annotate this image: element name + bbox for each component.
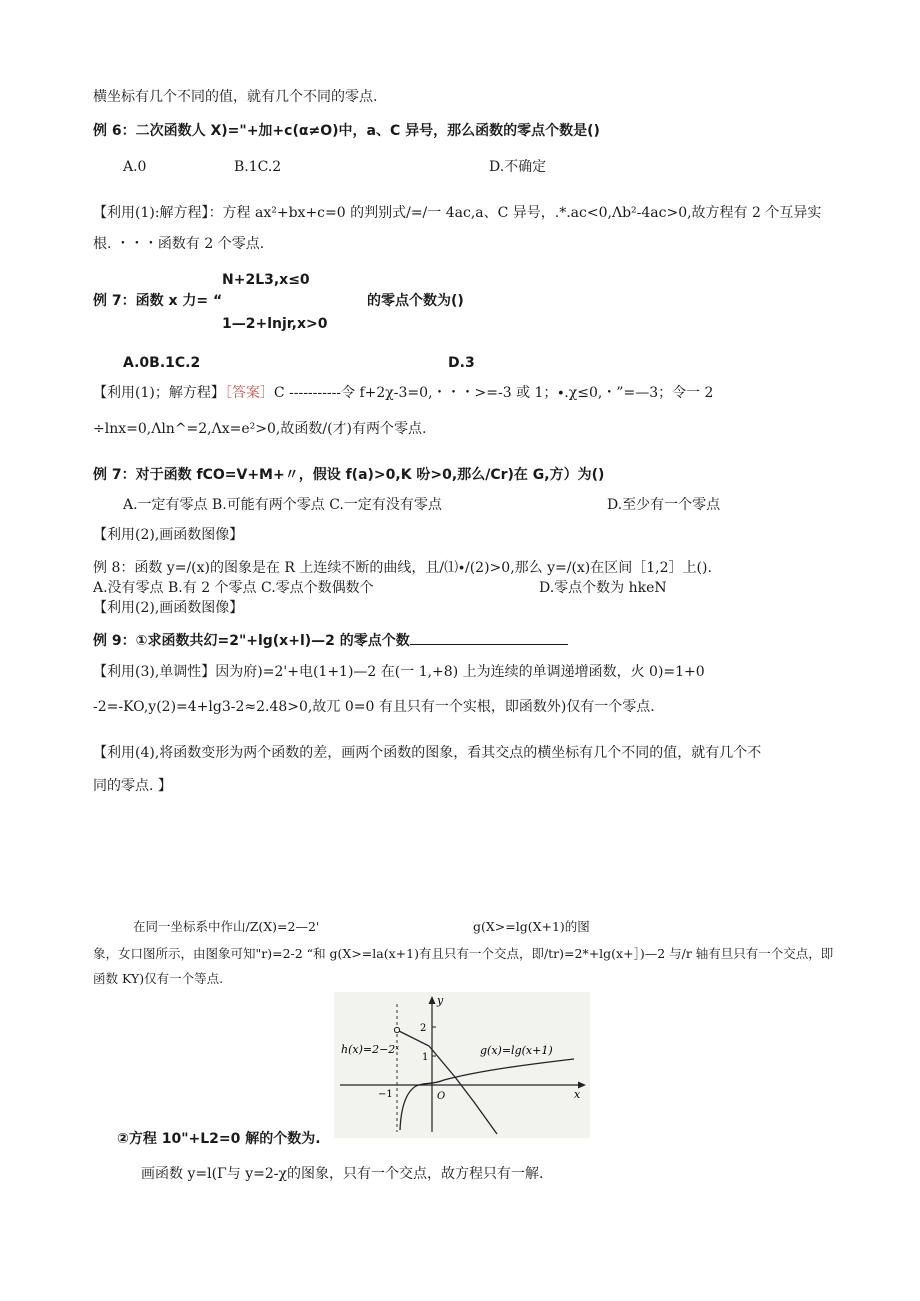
ex9-solution-text: 因为府)=2'+电(1+1)—2 在(一 1,+8) 上为连续的单调递增函数，火 0)=1+0: [215, 664, 705, 680]
ex6-option-d: D.不确定: [489, 159, 547, 175]
ex9-title-text: 例 9：①求函数共幻=2"+lg(x+l)—2 的零点个数: [93, 633, 410, 649]
draw-text-b: g(X>=lg(X+1)的图: [473, 919, 590, 934]
ex7-option-d: D.3: [448, 355, 475, 371]
ex7-solution-line2: ÷lnx=0,Λln^=2,Λx=e²>0,故函数/(才)有两个零点.: [93, 421, 427, 437]
ex9-method-tag: 【利用(3),单调性】: [93, 664, 216, 680]
ex7b-option-d: D.至少有一个零点: [607, 497, 721, 513]
y-axis-label: y: [437, 994, 444, 1007]
part-2-solution: 画函数 y=l(Γ与 y=2-χ的图象，只有一个交点，故方程只有一解.: [141, 1166, 544, 1182]
tick-label-neg1: −1: [378, 1089, 393, 1100]
ex9-solution-line1: [93, 663, 705, 681]
ex7-method-tag: 【利用(1)；解方程】: [93, 385, 225, 401]
example-9-title: [93, 630, 568, 650]
ex9-solution-line2: -2=-KO,y(2)=4+lg3-2≈2.48>0,故兀 0=0 有且只有一个实根，即函数外)仅有一个零点.: [93, 699, 655, 715]
tick-label-1: 1: [422, 1052, 429, 1063]
ex7-solution-text: C -----------令 f+2χ-3=0,・・・>=-3 或 1；∙.χ≤0,・”=—3；令一 2: [273, 385, 714, 401]
ex7-piece-upper: N+2L3,x≤0: [222, 272, 310, 288]
ex7-answer-tag: ［答案］: [224, 385, 274, 401]
ex6-solution-line1: [93, 204, 821, 222]
intro-line: 横坐标有几个不同的值，就有几个不同的零点.: [93, 89, 378, 105]
answer-blank: [410, 630, 568, 645]
ex6-solution-line2: 根. ・・・函数有 2 个零点.: [93, 236, 265, 252]
ex7-title-right: 的零点个数为(): [367, 293, 464, 309]
ex7b-options-abc: A.一定有零点 B.可能有两个零点 C.一定有没有零点: [123, 497, 442, 513]
tick-label-2: 2: [420, 1023, 427, 1034]
ex7-piece-lower: 1—2+lnjr,x>0: [222, 316, 328, 332]
ex6-option-a: A.0: [123, 159, 147, 175]
ex8-method-tag: 【利用(2),画函数图像】: [93, 600, 244, 616]
example-7b-title: 例 7：对于函数 fCO=V+M+〃，假设 f(a)>0,K 吩>0,那么/Cr)在 G,方）为(): [93, 467, 605, 483]
ex7b-method-tag: 【利用(2),画函数图像】: [93, 527, 244, 543]
ex8-options-abc: A.没有零点 B.有 2 个零点 C.零点个数偶数个: [93, 580, 374, 596]
method-4-line2: 同的零点. 】: [93, 778, 172, 794]
ex7-solution-line1: [93, 384, 713, 402]
part-2-title: ②方程 10"+L2=0 解的个数为.: [117, 1131, 321, 1147]
function-graph: [334, 992, 590, 1138]
ex7-title-left: 例 7：函数 x 力= “: [93, 293, 223, 309]
draw-text-a: 在同一坐标系中作山/Z(X)=2—2': [133, 919, 320, 934]
ex7-options-abc: A.0B.1C.2: [123, 355, 201, 371]
h-function-label: h(x)=2−2ˣ: [341, 1043, 400, 1056]
example-6-title: 例 6：二次函数人 X)="+加+c(α≠O)中，a、C 异号，那么函数的零点个数是(): [93, 123, 600, 139]
draw-text-line2: 象，女口图所示，由图象可知"r)=2-2 “和 g(X>=la(x+1)有且只有一个交点，即∕tr)=2*+lg(x+］)—2 与∕r 轴有旦只有一个交点，即: [93, 946, 834, 961]
origin-label: O: [437, 1091, 446, 1102]
ex8-option-d: D.零点个数为 hkeN: [539, 580, 667, 596]
ex6-option-bc: B.1C.2: [234, 159, 282, 175]
open-point: [394, 1027, 399, 1032]
ex6-method-tag: 【利用(1):解方程】: [93, 205, 209, 221]
method-4-line1: 【利用(4),将函数变形为两个函数的差，画两个函数的图象，看其交点的横坐标有几个不同的值，就有几个不: [93, 745, 762, 761]
example-8-title: 例 8：函数 y=/(x)的图象是在 R 上连续不断的曲线，且/⑴∙/(2)>0,那么 y=/(x)在区间［1,2］上().: [93, 560, 712, 576]
x-axis-label: x: [574, 1088, 581, 1101]
graph-background: [334, 992, 590, 1138]
ex6-solution-text: ：方程 ax²+bx+c=0 的判别式/=/一 4ac,a、C 异号，.*.ac<0,Λb²-4ac>0,故方程有 2 个互异实: [208, 205, 822, 221]
g-function-label: g(x)=lg(x+1): [480, 1044, 553, 1057]
draw-text-line3: 函数 KY)仅有一个等点.: [93, 971, 224, 986]
